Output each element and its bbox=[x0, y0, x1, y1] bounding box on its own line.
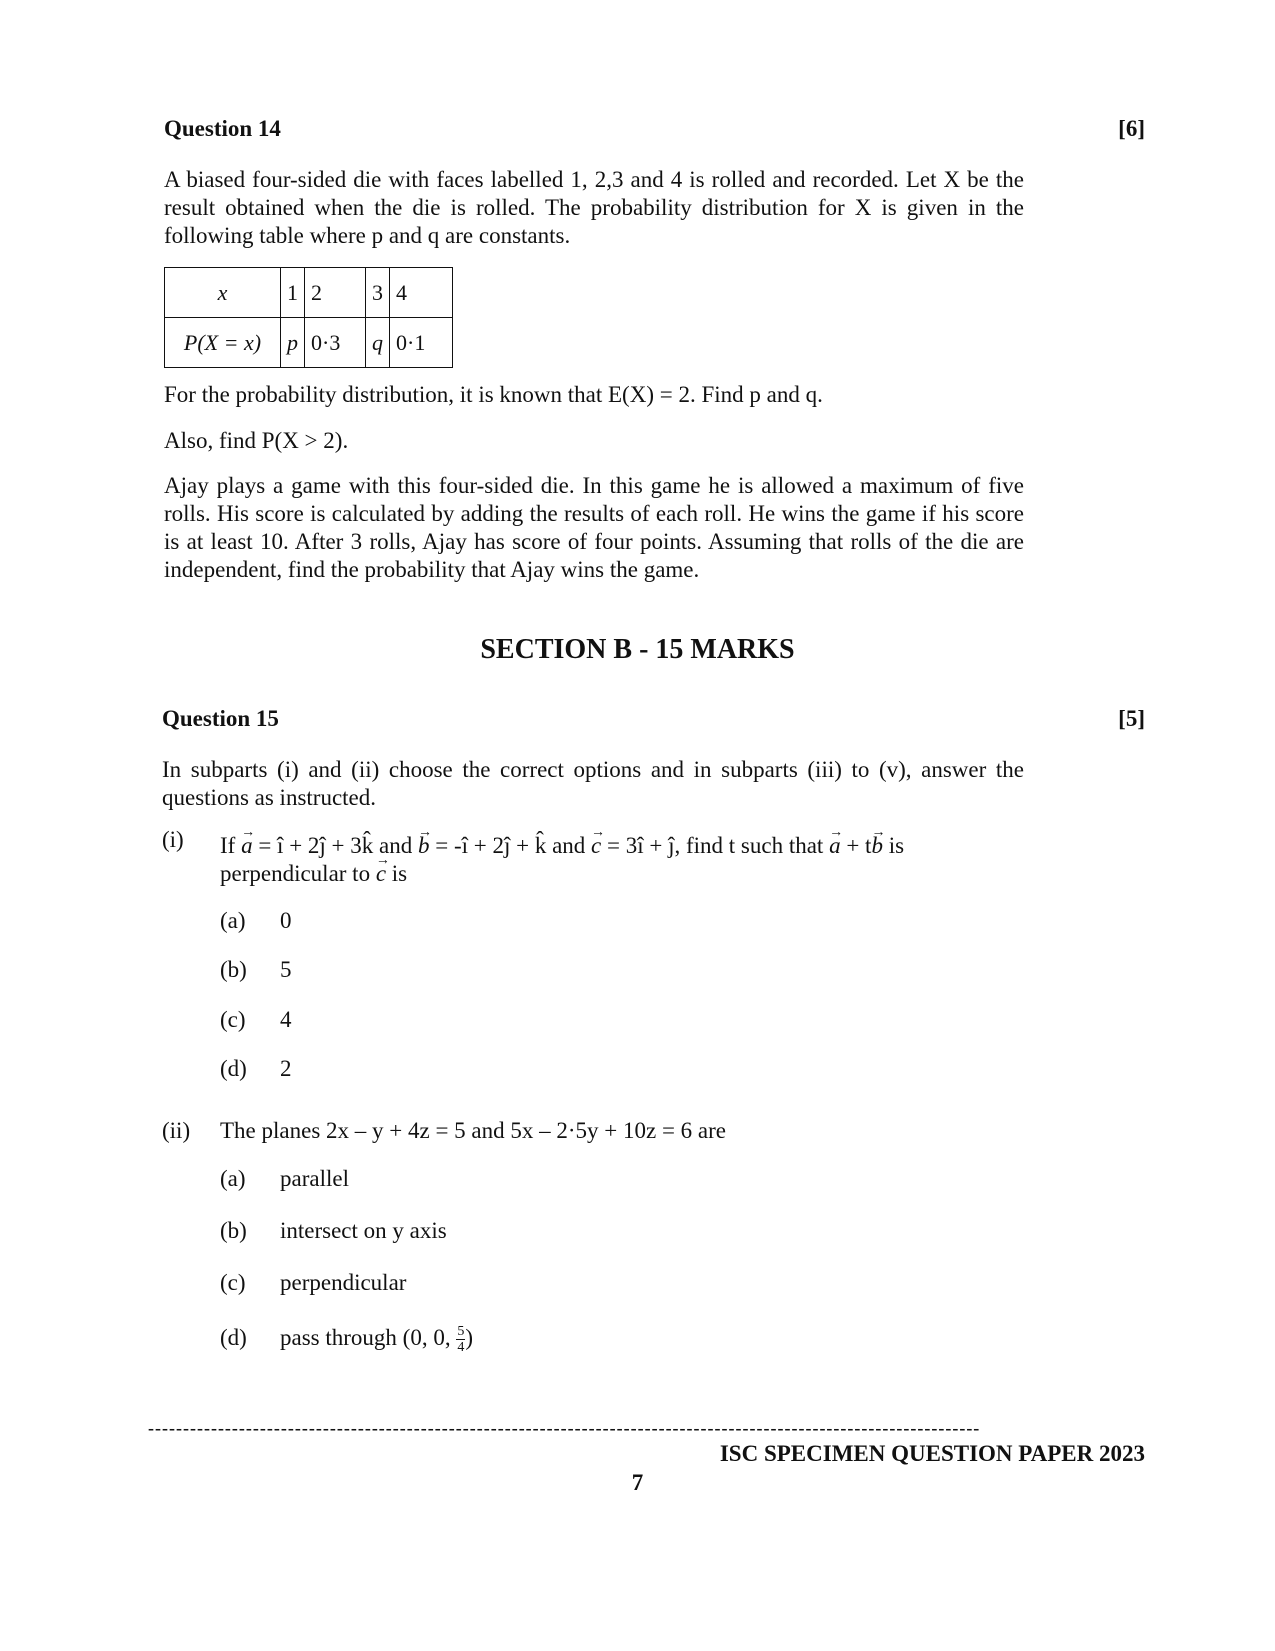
vector-a: → a bbox=[241, 832, 253, 860]
table-cell: 3 bbox=[366, 268, 390, 318]
vector-a: → a bbox=[829, 832, 841, 860]
question-14-intro: A biased four-sided die with faces labelled 1, 2,3 and 4 is rolled and recorded. Let X be the result obtained when the die is rolled. The probability distribution for X is given in the following table where p and q are constants. bbox=[164, 167, 1024, 248]
question-15-marks: [5] bbox=[1118, 706, 1145, 731]
table-cell: 0·1 bbox=[390, 318, 453, 368]
page-number: 7 bbox=[631, 1470, 644, 1495]
option-text: parallel bbox=[280, 1166, 349, 1191]
question-15-intro: In subparts (i) and (ii) choose the correct options and in subparts (iii) to (v), answer the questions as instructed. bbox=[162, 757, 1024, 810]
option-ii-a bbox=[220, 1166, 349, 1192]
text: + t bbox=[840, 833, 872, 858]
option-text: 5 bbox=[280, 957, 292, 982]
option-text: 4 bbox=[280, 1007, 292, 1032]
table-cell: p bbox=[281, 318, 305, 368]
probability-table bbox=[164, 267, 453, 368]
subpart-ii-label: (ii) bbox=[162, 1118, 191, 1143]
table-cell: 1 bbox=[281, 268, 305, 318]
fraction bbox=[456, 1324, 465, 1355]
option-label: (b) bbox=[220, 1218, 247, 1243]
subpart-i-question bbox=[220, 832, 1024, 860]
text: is bbox=[882, 833, 905, 858]
text: = -î + 2ĵ + k̂ and bbox=[429, 833, 592, 858]
table-cell: 4 bbox=[390, 268, 453, 318]
table-cell: q bbox=[366, 318, 390, 368]
option-label: (c) bbox=[220, 1007, 246, 1032]
question-14-title: Question 14 bbox=[164, 116, 281, 141]
option-text: intersect on y axis bbox=[280, 1218, 447, 1243]
table-row bbox=[165, 268, 453, 318]
question-14-game: Ajay plays a game with this four-sided die. In this game he is allowed a maximum of five rolls. His score is calculated by adding the results of each roll. He wins the game if his score is at least 10. After 3 rolls, Ajay has score of four points. Assuming that rolls of the die are independent, find the probability that Ajay wins the game. bbox=[164, 473, 1024, 582]
subpart-ii-question: The planes 2x – y + 4z = 5 and 5x – 2·5y + 10z = 6 are bbox=[220, 1118, 727, 1143]
section-heading: SECTION B - 15 MARKS bbox=[480, 634, 795, 665]
option-i-a bbox=[220, 908, 292, 934]
option-text: perpendicular bbox=[280, 1270, 407, 1295]
option-i-d bbox=[220, 1056, 292, 1082]
table-cell: 2 bbox=[305, 268, 366, 318]
text: is bbox=[386, 861, 408, 886]
option-label: (d) bbox=[220, 1324, 247, 1350]
option-i-c bbox=[220, 1007, 292, 1033]
question-14-expectation: For the probability distribution, it is known that E(X) = 2. Find p and q. bbox=[164, 382, 823, 407]
vector-c: → c bbox=[376, 860, 386, 888]
footer-title: ISC SPECIMEN QUESTION PAPER 2023 bbox=[719, 1441, 1145, 1466]
option-text: 2 bbox=[280, 1056, 292, 1081]
option-label: (c) bbox=[220, 1270, 246, 1295]
question-15-title: Question 15 bbox=[162, 706, 279, 731]
question-14-marks: [6] bbox=[1118, 116, 1145, 141]
option-label: (a) bbox=[220, 1166, 246, 1191]
footer-divider: ----------------------------------------------------------------------------------------------------------------------- bbox=[148, 1418, 981, 1438]
table-cell: P(X = x) bbox=[165, 318, 281, 368]
vector-b: → b bbox=[871, 832, 883, 860]
option-label: (a) bbox=[220, 908, 246, 933]
option-text: pass through (0, 0, bbox=[280, 1324, 457, 1350]
option-text: ) bbox=[465, 1324, 473, 1350]
table-cell: 0·3 bbox=[305, 318, 366, 368]
text: perpendicular to bbox=[220, 861, 376, 886]
vector-b: → b bbox=[418, 832, 430, 860]
option-text: 0 bbox=[280, 908, 292, 933]
fraction-denominator: 4 bbox=[457, 1340, 465, 1355]
option-label: (d) bbox=[220, 1056, 247, 1081]
question-14-probability: Also, find P(X > 2). bbox=[164, 428, 349, 453]
text: If bbox=[220, 833, 242, 858]
text: = î + 2ĵ + 3k̂ and bbox=[252, 833, 418, 858]
option-ii-d bbox=[220, 1324, 473, 1355]
option-i-b bbox=[220, 957, 292, 983]
option-label: (b) bbox=[220, 957, 247, 982]
table-row bbox=[165, 318, 453, 368]
vector-c: → c bbox=[591, 832, 601, 860]
option-ii-b bbox=[220, 1218, 447, 1244]
subpart-i-question-line2 bbox=[220, 860, 407, 888]
table-cell: x bbox=[165, 268, 281, 318]
option-ii-c bbox=[220, 1270, 406, 1296]
subpart-i-label: (i) bbox=[162, 827, 184, 852]
fraction-numerator: 5 bbox=[457, 1324, 465, 1339]
text: = 3î + ĵ, find t such that bbox=[601, 833, 830, 858]
